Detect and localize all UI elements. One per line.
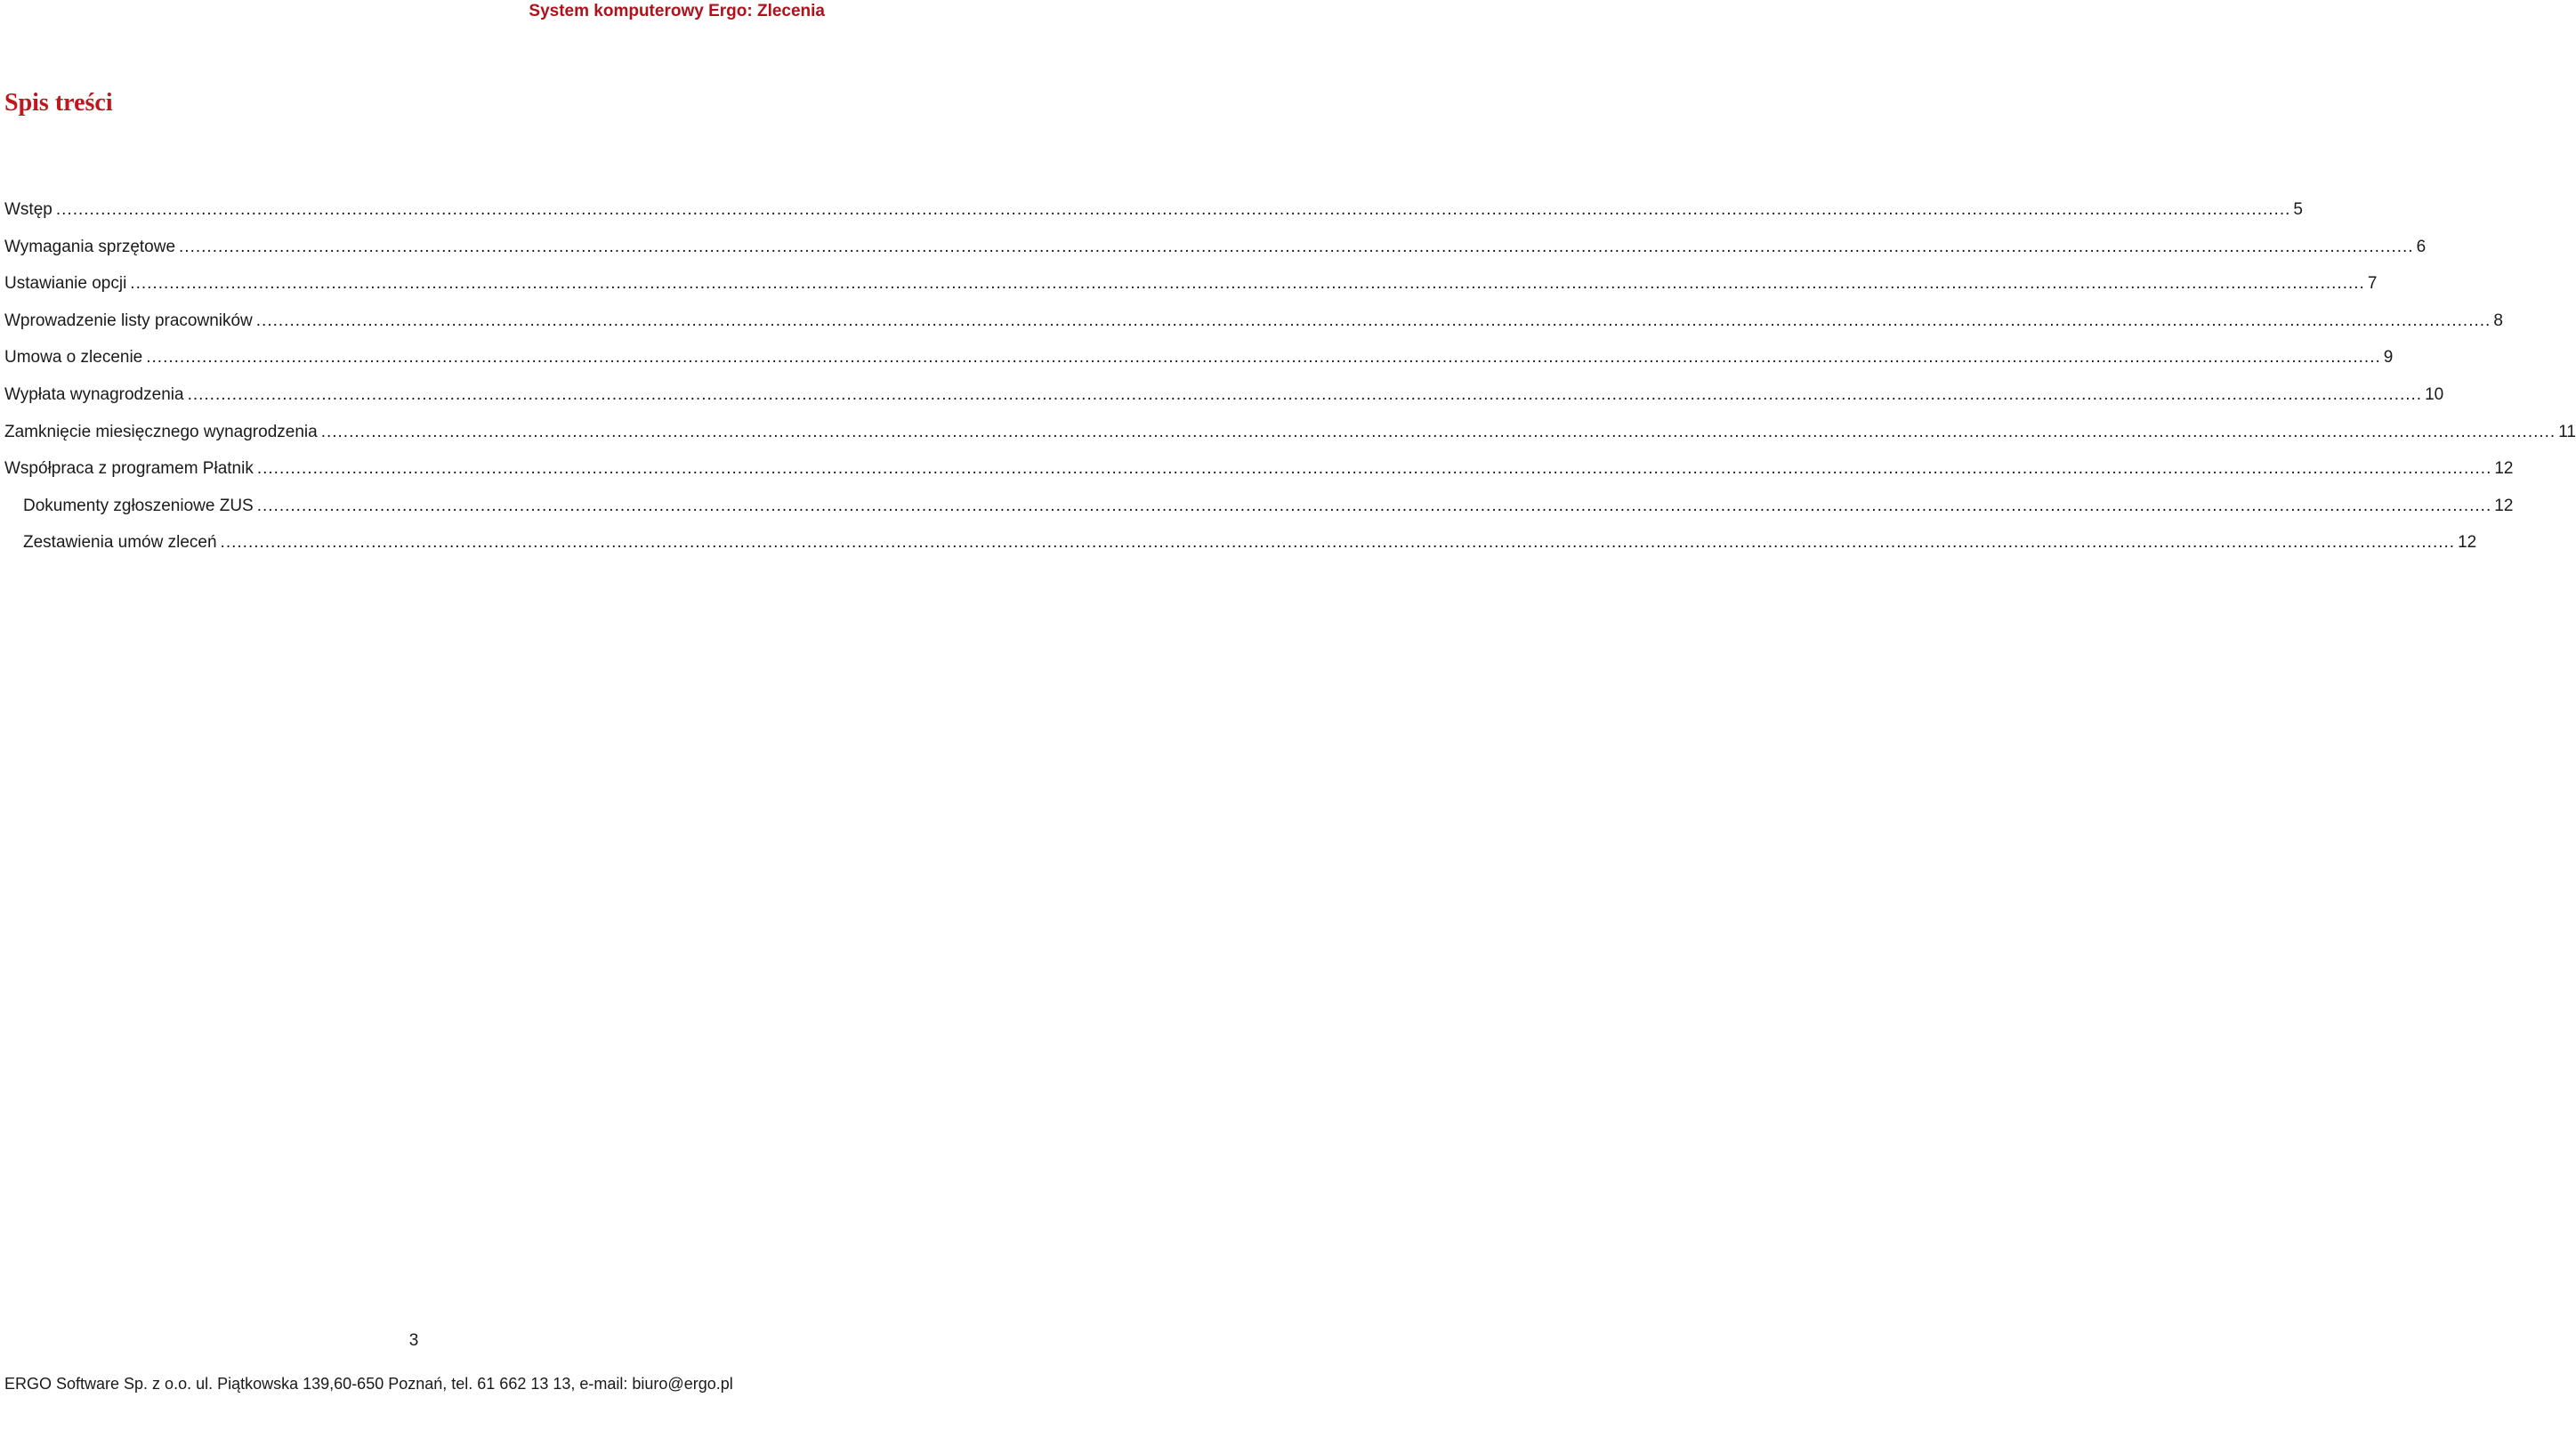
page-footer: ERGO Software Sp. z o.o. ul. Piątkowska 139,60-650 Poznań, tel. 61 662 13 13, e-mail: biuro@ergo.pl — [4, 1375, 733, 1393]
toc-entry-page: 11 — [2558, 422, 2576, 441]
dot-leader: ................................................................................................................................................................................................................................................................................................................................................................................................................ — [187, 384, 2423, 404]
toc-entry-page: 8 — [2493, 311, 2503, 330]
dot-leader: ................................................................................................................................................................................................................................................................................................................................................................................................................ — [55, 200, 2291, 219]
dot-leader: ................................................................................................................................................................................................................................................................................................................................................................................................................ — [146, 348, 2381, 368]
toc-entry-title: Współpraca z programem Płatnik — [4, 459, 254, 479]
toc-entry-title: Wymagania sprzętowe — [4, 237, 176, 256]
toc-title: Spis treści — [4, 89, 113, 117]
toc-entry-title: Ustawianie opcji — [4, 274, 127, 294]
toc-entry-page: 7 — [2367, 274, 2378, 294]
dot-leader: ................................................................................................................................................................................................................................................................................................................................................................................................................ — [220, 533, 2456, 553]
dot-leader: ................................................................................................................................................................................................................................................................................................................................................................................................................ — [256, 459, 2492, 479]
toc-entry-page: 9 — [2383, 348, 2394, 368]
toc-entry-title: Wprowadzenie listy pracowników — [4, 311, 253, 330]
table-of-contents — [4, 197, 2576, 567]
toc-entry[interactable] — [4, 344, 2394, 382]
toc-entry[interactable] — [4, 234, 2427, 271]
toc-entry[interactable] — [4, 308, 2503, 345]
toc-entry-title: Umowa o zlecenie — [4, 348, 143, 368]
toc-entry-title: Zamknięcie miesięcznego wynagrodzenia — [4, 422, 318, 441]
toc-entry-page: 12 — [2494, 496, 2514, 515]
dot-leader: ................................................................................................................................................................................................................................................................................................................................................................................................................ — [130, 274, 2365, 294]
toc-entry[interactable] — [4, 197, 2303, 234]
toc-entry[interactable] — [4, 382, 2444, 419]
toc-subentry[interactable] — [4, 493, 2514, 530]
dot-leader: ................................................................................................................................................................................................................................................................................................................................................................................................................ — [179, 237, 2414, 256]
toc-entry[interactable] — [4, 456, 2514, 493]
toc-entry-page: 12 — [2458, 533, 2477, 553]
dot-leader: ................................................................................................................................................................................................................................................................................................................................................................................................................ — [255, 311, 2491, 330]
dot-leader: ................................................................................................................................................................................................................................................................................................................................................................................................................ — [320, 422, 2556, 441]
toc-entry[interactable] — [4, 271, 2378, 308]
page-number: 3 — [408, 1331, 419, 1350]
toc-entry-title: Zestawienia umów zleceń — [23, 533, 217, 553]
toc-entry[interactable] — [4, 419, 2576, 456]
toc-entry-page: 6 — [2416, 237, 2427, 256]
toc-entry-page: 5 — [2293, 200, 2303, 219]
running-header: System komputerowy Ergo: Zlecenia — [529, 2, 825, 20]
toc-subentry[interactable] — [4, 529, 2477, 567]
toc-entry-title: Dokumenty zgłoszeniowe ZUS — [23, 496, 254, 515]
toc-entry-page: 10 — [2425, 384, 2444, 404]
dot-leader: ................................................................................................................................................................................................................................................................................................................................................................................................................ — [256, 496, 2492, 515]
toc-entry-title: Wstęp — [4, 200, 52, 219]
toc-entry-page: 12 — [2494, 459, 2514, 479]
toc-entry-title: Wypłata wynagrodzenia — [4, 384, 184, 404]
